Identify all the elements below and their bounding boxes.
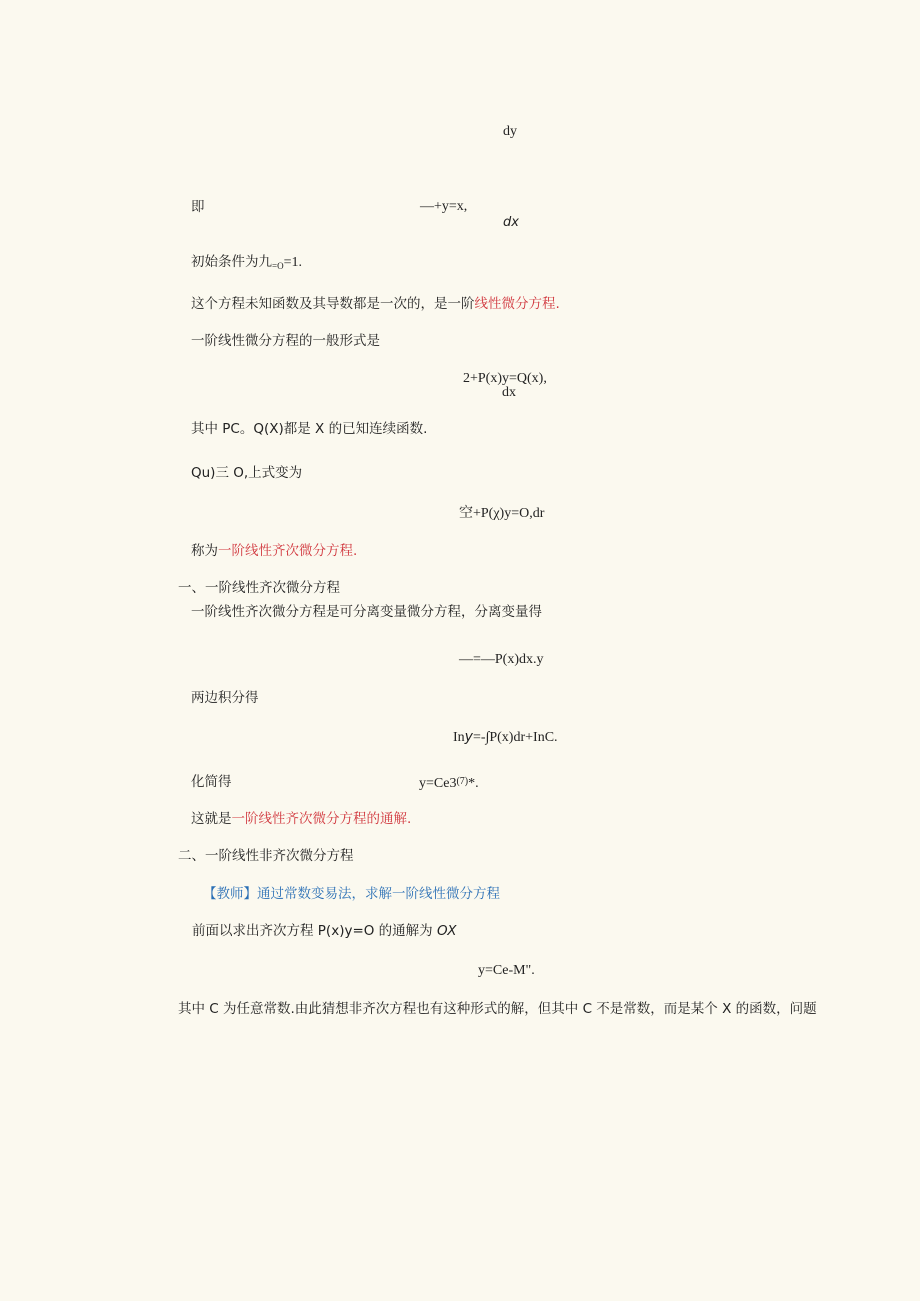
highlight-term: 线性微分方程. [474, 296, 560, 312]
paragraph-linear-definition: 这个方程未知函数及其导数都是一次的，是一阶线性微分方程. [191, 296, 560, 312]
eq2-body: 2+P(x)y=Q(x), [463, 371, 547, 386]
eq6-label: 化简得 [191, 774, 232, 790]
section-heading-2: 二、一阶线性非齐次微分方程 [178, 848, 354, 864]
initial-condition: 初始条件为九$_{=O}$=1. [191, 254, 302, 271]
paragraph-general-form: 一阶线性微分方程的一般形式是 [191, 333, 380, 349]
highlight-term: 一阶线性齐次微分方程. [218, 543, 358, 559]
eq4: —=—P(x)dx.y [459, 652, 544, 667]
paragraph-where: 其中 PC。Q(X)都是 X 的已知连续函数. [191, 421, 428, 437]
eq1-denominator: dx [503, 215, 519, 230]
paragraph-integrate: 两边积分得 [191, 690, 259, 706]
eq3: 空+P(χ)y=O,dr [459, 506, 545, 521]
paragraph-becomes: Qu)三 O,上式变为 [191, 465, 303, 481]
paragraph-previous-solution: 前面以求出齐次方程 P(x)y=O 的通解为 OX [192, 923, 457, 939]
eq2-denominator: dx [502, 385, 516, 400]
paragraph-general-solution: 这就是一阶线性齐次微分方程的通解. [191, 811, 412, 827]
highlight-term: 一阶线性齐次微分方程的通解. [231, 811, 412, 827]
section-heading-1: 一、一阶线性齐次微分方程 [178, 580, 340, 596]
eq1-prefix: 即 [191, 199, 205, 215]
paragraph-homogeneous-name: 称为一阶线性齐次微分方程. [191, 543, 358, 559]
eq1-numerator: dy [503, 124, 517, 139]
eq7: y=Ce-M". [478, 963, 535, 978]
eq5: Iny=-∫P(x)dr+InC. [453, 729, 558, 745]
paragraph-variation-of-constants: 其中 C 为任意常数.由此猜想非齐次方程也有这种形式的解，但其中 C 不是常数，而是某个 X 的函数，问题 [178, 1001, 817, 1017]
eq1-body: —+y=x, [420, 199, 468, 214]
teacher-note: 【教师】通过常数变易法，求解一阶线性微分方程 [203, 886, 500, 902]
paragraph-separable: 一阶线性齐次微分方程是可分离变量微分方程，分离变量得 [191, 604, 542, 620]
eq6-body: $y=Ce3^{(7)}*$. [419, 776, 479, 791]
